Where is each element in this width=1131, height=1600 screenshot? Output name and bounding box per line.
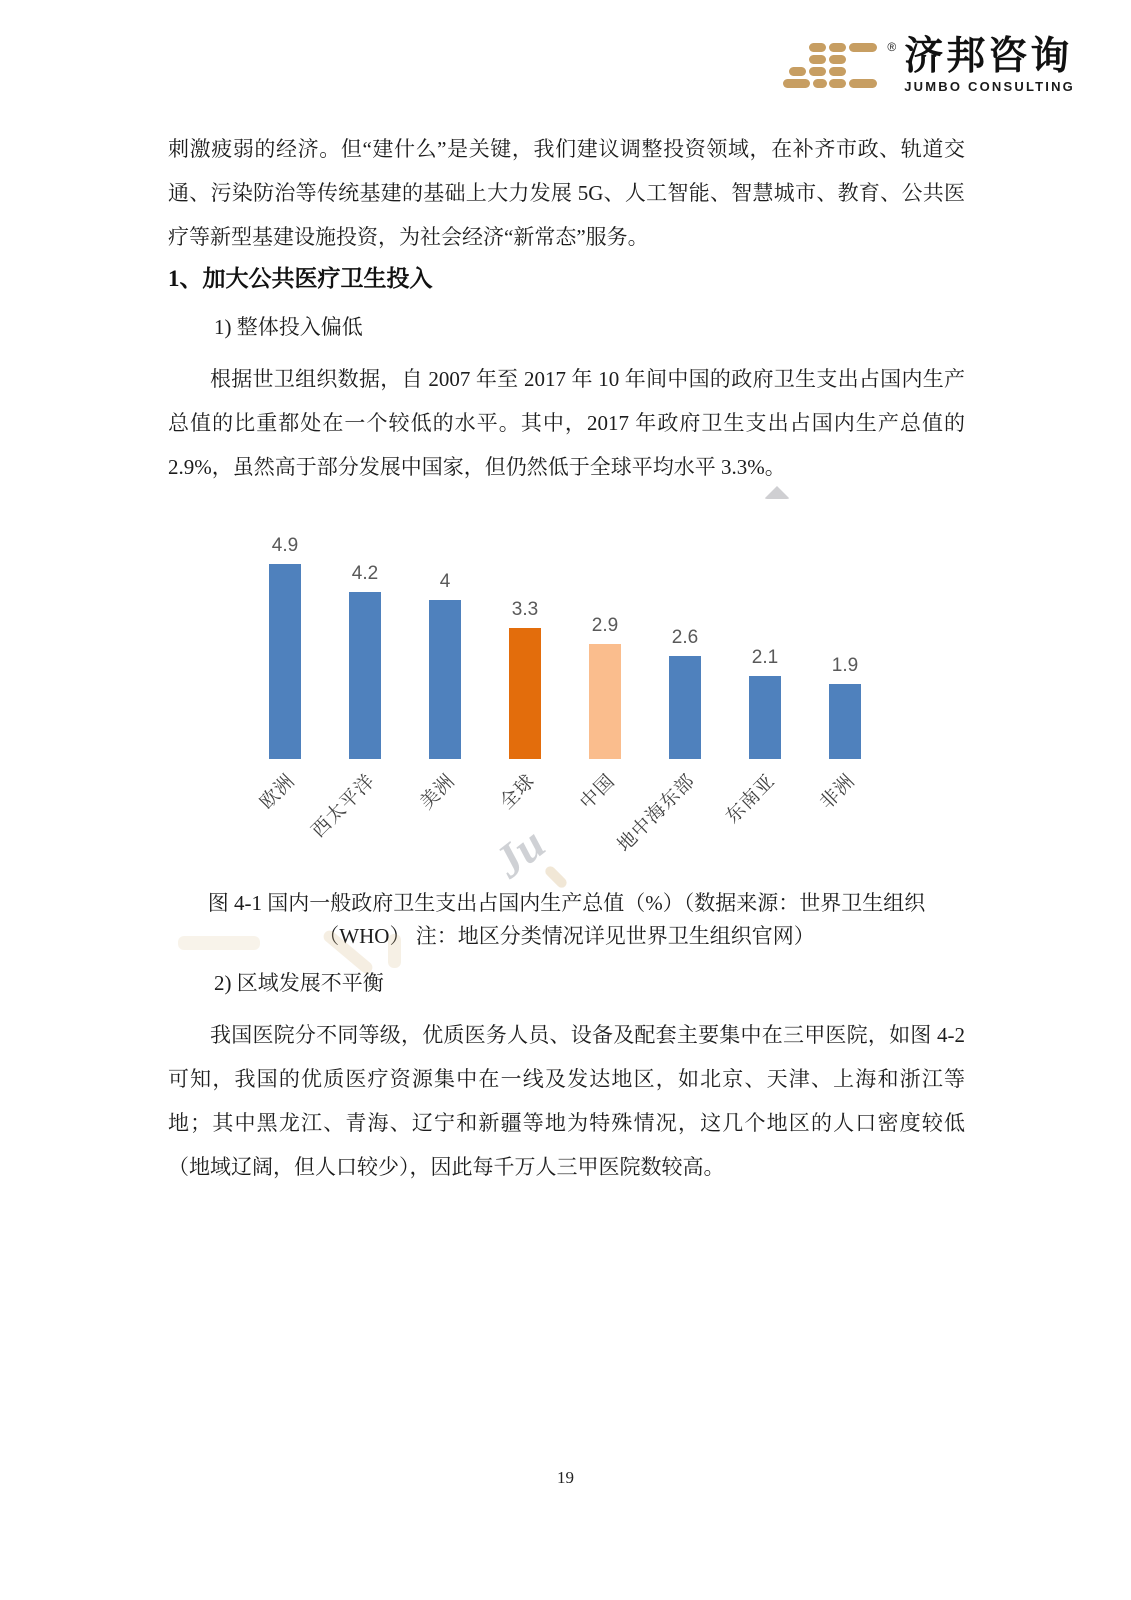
x-axis-label: 西太平洋 <box>307 770 380 842</box>
bar <box>269 564 301 759</box>
bar <box>349 592 381 759</box>
figure-caption-line1: 图 4-1 国内一般政府卫生支出占国内生产总值（%）（数据来源：世界卫生组织 <box>207 891 926 915</box>
bar-slot <box>485 509 565 814</box>
subitem-overall-investment: 1) 整体投入偏低 <box>214 315 363 339</box>
x-axis-label: 全球 <box>496 770 540 814</box>
bar <box>589 644 621 759</box>
page-content <box>168 0 965 1189</box>
bar-value-label: 1.9 <box>831 654 859 676</box>
bar-slot <box>307 509 405 842</box>
figure-4-1 <box>168 509 965 953</box>
bar-value-label: 3.3 <box>511 599 539 620</box>
registered-mark: ® <box>887 40 897 54</box>
bar-value-label: 4.2 <box>351 563 379 585</box>
bar <box>509 628 541 759</box>
bar-slot <box>405 509 485 814</box>
bar <box>829 684 861 759</box>
bar-slot <box>565 509 645 814</box>
page-number: 19 <box>557 1468 574 1487</box>
x-axis-label: 地中海东部 <box>613 770 700 857</box>
logo-english-name: JUMBO CONSULTING <box>904 79 1075 94</box>
bar <box>669 656 701 759</box>
paragraph-region: 我国医院分不同等级，优质医务人员、设备及配套主要集中在三甲医院，如图 4-2 可知，我国的优质医疗资源集中在一线及发达地区，如北京、天津、上海和浙江等地；其中黑龙江、青海、辽宁和新疆等地为特殊情况，这几个地区的人口密度较低（地域辽阔，但人口较少），因此每千万人三甲医院数较高。 <box>168 1023 965 1179</box>
bar-value-label: 4 <box>439 571 451 593</box>
x-axis-label: 非洲 <box>816 770 860 814</box>
logo-chinese-name: 济邦咨询 <box>904 35 1073 78</box>
bar-slot <box>805 509 885 814</box>
subitem-regional-imbalance: 2) 区域发展不平衡 <box>214 971 384 995</box>
bar-chart <box>168 509 965 865</box>
x-axis-label: 美洲 <box>416 770 460 814</box>
figure-caption-line2: （WHO） 注：地区分类情况详见世界卫生组织官网） <box>318 924 815 948</box>
bar-slot <box>722 509 805 828</box>
section-heading: 1、加大公共医疗卫生投入 <box>168 266 433 291</box>
x-axis-label: 东南亚 <box>722 770 780 828</box>
x-axis-label: 欧洲 <box>256 770 300 814</box>
x-axis-label: 中国 <box>576 770 620 814</box>
bar <box>749 676 781 759</box>
figure-caption <box>168 887 965 953</box>
bar-value-label: 2.1 <box>751 646 779 668</box>
bar <box>429 600 461 759</box>
paragraph-who-data: 根据世卫组织数据，自 2007 年至 2017 年 10 年间中国的政府卫生支出占国内生产总值的比重都处在一个较低的水平。其中，2017 年政府卫生支出占国内生产总值的 2.9%，虽然高于部分发展中国家，但仍然低于全球平均水平 3.3%。 <box>168 367 965 479</box>
bar-value-label: 2.9 <box>591 614 619 636</box>
bar-value-label: 4.9 <box>271 535 299 557</box>
bar-slot <box>245 509 325 814</box>
bar-slot <box>613 509 725 857</box>
bar-value-label: 2.6 <box>671 626 699 648</box>
paragraph-intro: 刺激疲弱的经济。但“建什么”是关键，我们建议调整投资领域，在补齐市政、轨道交通、污染防治等传统基建的基础上大力发展 5G、人工智能、智慧城市、教育、公共医疗等新型基建设施投资，为社会经济“新常态”服务。 <box>168 137 965 249</box>
watermark-text-fragment: Ju <box>484 817 555 888</box>
